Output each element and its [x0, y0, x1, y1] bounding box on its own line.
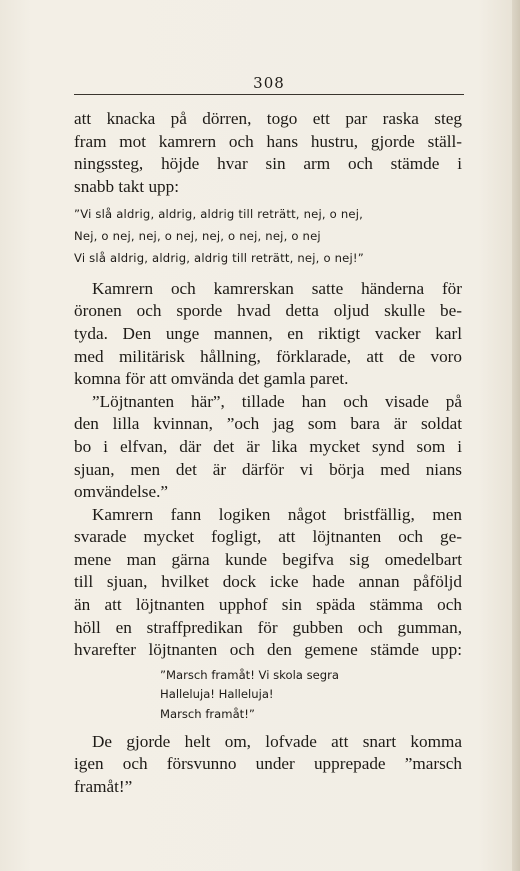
- text-line: ”Löjtnanten här”, tillade han och visade på: [92, 391, 462, 411]
- page-body: [74, 108, 462, 798]
- paragraph-1: [74, 108, 462, 198]
- text-line: höll en straffpredikan för gubben och gumman,: [74, 617, 462, 637]
- page-number: 308: [253, 74, 285, 92]
- text-line: än att löjtnanten upphof sin späda stämma och: [74, 595, 462, 615]
- paragraph-4: [74, 504, 462, 662]
- verse-line: Vi slå aldrig, aldrig, aldrig till reträtt, nej, o nej!”: [74, 250, 364, 265]
- text-line: med militärisk hållning, förklarade, att de voro: [74, 346, 462, 366]
- text-line: fram mot kamrern och hans hustru, gjorde ställ-: [74, 131, 462, 151]
- text-line: De gjorde helt om, lofvade att snart komma: [92, 731, 462, 751]
- text-line: till sjuan, hvilket dock icke hade annan påföljd: [74, 572, 462, 592]
- text-line: öronen och sporde hvad detta oljud skulle be-: [74, 301, 462, 321]
- text-line: Kamrern och kamrerskan satte händerna för: [92, 278, 462, 298]
- text-line: mene man gärna kunde begifva sig omedelbart: [74, 549, 462, 569]
- page-edge: [512, 0, 520, 871]
- text-line: hvarefter löjtnanten och den gemene stämde upp:: [74, 640, 462, 660]
- verse-line: ”Vi slå aldrig, aldrig, aldrig till reträtt, nej, o nej,: [74, 207, 364, 222]
- verse-line: Nej, o nej, nej, o nej, nej, o nej, nej, o nej: [74, 229, 321, 244]
- verse-line: Halleluja! Halleluja!: [160, 687, 274, 702]
- verse-line: Marsch framåt!”: [160, 707, 255, 722]
- text-line: tyda. Den unge mannen, en riktigt vacker karl: [74, 323, 462, 343]
- song-verse-1: [74, 204, 462, 269]
- song-verse-2: [160, 666, 462, 725]
- text-line: den lilla kvinnan, ”och jag som bara är soldat: [74, 414, 462, 434]
- text-line: komna för att omvända det gamla paret.: [74, 369, 349, 389]
- paragraph-3: [74, 391, 462, 504]
- text-line: sjuan, men det är därför vi börja med nians: [74, 459, 462, 479]
- text-line: framåt!”: [74, 776, 133, 796]
- text-line: omvändelse.”: [74, 482, 169, 502]
- text-line: igen och försvunno under upprepade ”marsch: [74, 754, 462, 774]
- paragraph-5: [74, 731, 462, 799]
- paragraph-2: [74, 278, 462, 391]
- text-line: Kamrern fann logiken något bristfällig, men: [92, 504, 462, 524]
- verse-line: ”Marsch framåt! Vi skola segra: [160, 667, 339, 682]
- text-line: snabb takt upp:: [74, 176, 180, 196]
- text-line: bo i elfvan, där det är lika mycket synd som i: [74, 436, 462, 456]
- text-line: ningssteg, höjde hvar sin arm och stämde i: [74, 154, 462, 174]
- page-header: [74, 72, 464, 95]
- text-line: att knacka på dörren, togo ett par raska steg: [74, 109, 462, 128]
- text-line: svarade mycket fogligt, att löjtnanten och ge-: [74, 527, 462, 547]
